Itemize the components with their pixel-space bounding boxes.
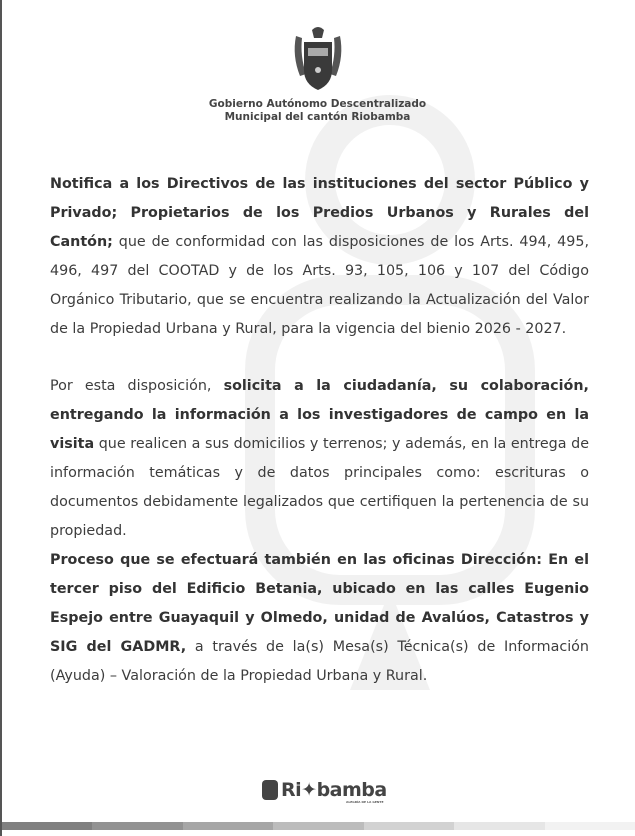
paragraph-notice <box>50 170 589 344</box>
page-edge <box>0 0 2 836</box>
bar-segment <box>92 822 182 830</box>
logo-text: Ri✦bamba <box>281 779 387 801</box>
bar-segment <box>273 822 363 830</box>
org-line-1: Gobierno Autónomo Descentralizado <box>208 98 427 110</box>
bar-segment <box>454 822 544 830</box>
paragraph-request <box>50 372 589 546</box>
coat-of-arms-icon <box>292 26 344 94</box>
bar-segment <box>2 822 92 830</box>
bold-text: Proceso que se efectuará también en las oficinas Dirección: En el tercer piso del Edificio Betania, ubicado en las calles Eugenio Espejo entre Guayaquil y Olmedo, unidad de Avalúos, Catastros y SIG del GADMR, <box>50 552 589 655</box>
riobamba-logo <box>262 779 387 801</box>
footer-color-bar <box>2 822 635 830</box>
bar-segment <box>183 822 273 830</box>
body-text: a través de la(s) Mesa(s) Técnica(s) de Información (Ayuda) – Valoración de la Propiedad Urbana y Rural. <box>50 639 589 684</box>
bar-segment <box>364 822 454 830</box>
org-line-2: Municipal del cantón Riobamba <box>224 111 411 123</box>
paragraph-office <box>50 546 589 691</box>
bar-segment <box>545 822 635 830</box>
logo-tagline: ALEGRÍA DE LA GENTE <box>346 800 384 804</box>
body-text: que de conformidad con las disposiciones de los Arts. 494, 495, 496, 497 del COOTAD y de los Arts. 93, 105, 106 y 107 del Código Orgánico Tributario, que se encuentra realizando la Actualización del Valor de la Propiedad Urbana y Rural, para la vigencia del bienio 2026 - 2027. <box>50 234 589 337</box>
bold-text: Notifica a los Directivos de las instituciones del sector Público y Privado; Propietarios de los Predios Urbanos y Rurales del Cantón; <box>50 176 589 250</box>
bold-text: solicita a la ciudadanía, su colaboración, entregando la información a los investigadores de campo en la visita <box>50 378 589 452</box>
organization-name <box>0 98 635 124</box>
body-text: que realicen a sus domicilios y terrenos; y además, en la entrega de información temáticas y de datos principales como: escrituras o documentos debidamente legalizados que certifiquen la pertenencia de su propiedad. <box>50 436 589 539</box>
body-text: Por esta disposición, <box>50 378 224 394</box>
logo-emblem-icon <box>262 780 278 800</box>
